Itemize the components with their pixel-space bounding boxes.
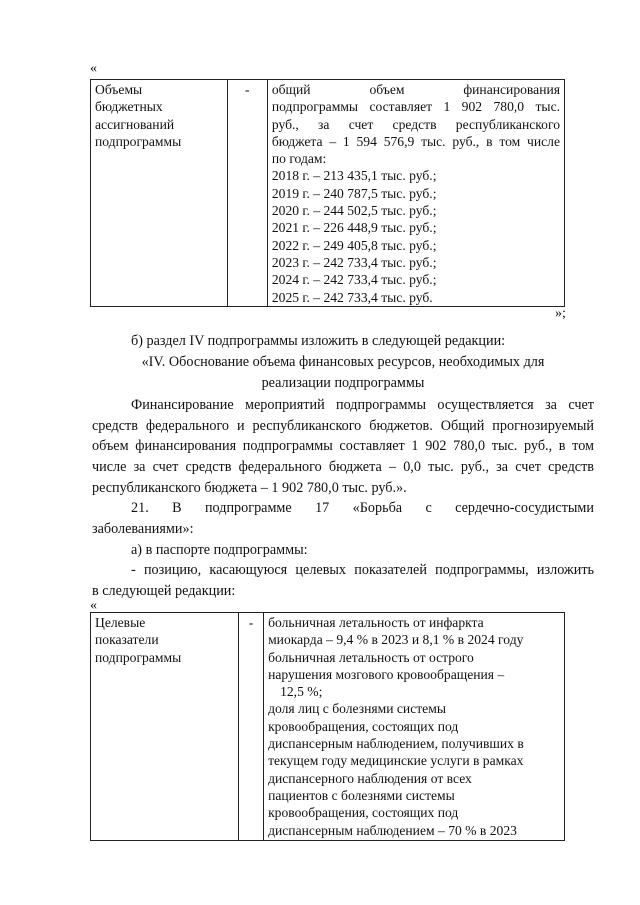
- paragraph-line: Финансирование мероприятий подпрограммы осуществляется за счет: [131, 397, 594, 413]
- budget-label-line: ассигнований: [95, 116, 175, 132]
- item-21-line: 21. В подпрограмме 17 «Борьба с сердечно-сосудистыми: [131, 500, 594, 516]
- indicators-dash-cell: [238, 613, 263, 841]
- budget-content-line: по годам:: [271, 151, 327, 167]
- indicators-dash: -: [248, 615, 254, 630]
- budget-label-line: бюджетных: [95, 99, 163, 115]
- indicators-content-line: больничная летальность от острого: [268, 649, 474, 665]
- indicators-table: [90, 612, 565, 841]
- budget-year-line: 2023 г. – 242 733,4 тыс. руб.;: [271, 254, 437, 270]
- budget-content-line: руб., за счет средств республиканского: [271, 116, 560, 132]
- indicators-content-line: диспансерным наблюдением, получивших в: [268, 736, 524, 752]
- budget-content-line: подпрограммы составляет 1 902 780,0 тыс.: [271, 99, 560, 115]
- budget-year-line: 2022 г. – 249 405,8 тыс. руб.;: [271, 237, 437, 253]
- budget-year-line: 2020 г. – 244 502,5 тыс. руб.;: [271, 203, 437, 219]
- budget-content-line: бюджета – 1 594 576,9 тыс. руб., в том числе: [271, 133, 560, 149]
- indicators-content-line: диспансерного наблюдения от всех: [268, 770, 472, 786]
- subitem-a: а) в паспорте подпрограммы:: [131, 542, 308, 558]
- budget-year-line: 2018 г. – 213 435,1 тыс. руб.;: [271, 168, 437, 184]
- indicators-content-line: кровообращения, состоящих под: [268, 718, 459, 734]
- indicators-label-line: подпрограммы: [95, 649, 182, 665]
- paragraph-line: числе за счет средств федерального бюджета – 0,0 тыс. руб., за счет средств: [92, 459, 594, 475]
- indicators-label-cell: [91, 613, 239, 841]
- indicators-content-line: доля лиц с болезнями системы: [268, 701, 446, 717]
- budget-year-line: 2019 г. – 240 787,5 тыс. руб.;: [271, 185, 437, 201]
- paragraph-line: средств федерального и республиканского бюджетов. Общий прогнозируемый: [92, 418, 594, 434]
- indicators-content-line: пациентов с болезнями системы: [268, 787, 455, 803]
- budget-dash: -: [245, 82, 250, 97]
- budget-year-line: 2024 г. – 242 733,4 тыс. руб.;: [271, 272, 437, 288]
- item-21-line: заболеваниями»:: [92, 521, 194, 537]
- budget-content-line: общий объем финансирования: [271, 82, 560, 97]
- budget-year-line: 2025 г. – 242 733,4 тыс. руб.: [271, 289, 433, 305]
- budget-dash-cell: [227, 80, 267, 307]
- indicators-label-line: Целевые: [95, 615, 146, 630]
- body-line: б) раздел IV подпрограммы изложить в следующей редакции:: [131, 333, 506, 349]
- budget-label-cell: [91, 80, 228, 307]
- indicators-content-line: диспансерным наблюдением – 70 % в 2023: [268, 822, 517, 838]
- indicators-content-line: больничная летальность от инфаркта: [268, 615, 484, 630]
- section-heading: реализации подпрограммы: [261, 375, 425, 391]
- open-quote-1: «: [90, 61, 97, 76]
- indicators-content-line: 12,5 %;: [280, 684, 323, 700]
- paragraph-line: республиканского бюджета – 1 902 780,0 тыс. руб.».: [92, 480, 407, 496]
- paragraph-line: объем финансирования подпрограммы составляет 1 902 780,0 тыс. руб., в том: [92, 438, 594, 454]
- section-heading: «IV. Обоснование объема финансовых ресурсов, необходимых для: [141, 354, 545, 370]
- position-line: в следующей редакции:: [92, 583, 236, 599]
- indicators-content-line: миокарда – 9,4 % в 2023 и 8,1 % в 2024 году: [268, 632, 524, 648]
- indicators-content-cell: [264, 613, 565, 841]
- indicators-content-line: текущем году медицинские услуги в рамках: [268, 753, 524, 769]
- budget-table: [90, 79, 565, 307]
- open-quote-2: «: [90, 598, 97, 613]
- position-line: - позицию, касающуюся целевых показателей подпрограммы, изложить: [131, 562, 594, 578]
- indicators-label-line: показатели: [95, 632, 159, 648]
- budget-label-line: Объемы: [95, 82, 143, 97]
- budget-content-cell: [267, 80, 564, 307]
- indicators-content-line: кровообращения, состоящих под: [268, 805, 459, 821]
- indicators-content-line: нарушения мозгового кровообращения –: [268, 666, 505, 682]
- close-quote-1: »;: [555, 306, 566, 321]
- budget-year-line: 2021 г. – 226 448,9 тыс. руб.;: [271, 220, 437, 236]
- budget-label-line: подпрограммы: [95, 133, 182, 149]
